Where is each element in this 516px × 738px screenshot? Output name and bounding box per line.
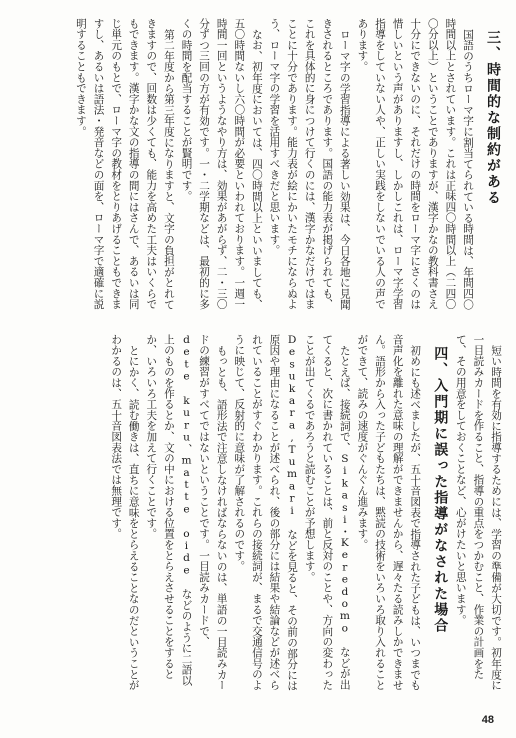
paragraph: たとえば、接続詞で、Sikasi・Keredomo などが出てくると、次に書かれていることは、前と反対のことや、方向の変わったことが出てくるであろうと読むことが予想します。Desukara,Tumari などを見ると、その前の部分には原因や理由になることが述べられ、後の部分には結果や結論などが述べられていることがすぐわかります。これらの接続詞が、まるで交通信号のように映じて、反射的に意味が了解されるのです。: [233, 334, 351, 692]
section-heading-4: 四、入門期に誤った指導がなされた場合: [432, 346, 449, 634]
page-number: 48: [481, 714, 494, 726]
paragraph: ローマ字の学習指導による著しい効果は、今日各地に見聞きされるところであります。国語の能力表が掲げられても、これを具体的に身につけて行くのには、漢字かなだけではまことに十分であります。能力表が絵にかいたモチにならぬよう、ローマ字の学習を活用すべきだと思います。: [268, 18, 351, 310]
paragraph: なお、初年度においては、四〇時間以上といいましても、五〇時間ないし六〇時間が必要といわれております。一週一時間一回というようなやり方は、効果があがらず、二・三〇分ずつ三回の方が有効です。一・二学期などは、最初的に多くの時間を配当することが賢明です。: [180, 18, 263, 310]
lower-text-block: [12, 334, 504, 694]
paragraph: もっとも、語形法で注意しなければならないのは、単語の一目読みカードの練習がすべてではないということです。一目読みカードで、dete kuru、matte oide などのように二語以上のものを作るとか、文の中における位置をとらえさせることをするとか、いろいろ工夫を加えて行くことです。: [145, 334, 228, 691]
paragraph: とにかく、読む働きは、直ちに意味をとらえることなのだということがわかるのは、五十音図表法では無理です。: [110, 334, 140, 691]
paragraph: 短い時間を有効に指導するためには、学習の準備が大切です。初年度に一目読みカードを作ること、指導の重点をつかむこと、作業の計画をたて、その用意をしておくことなど、心がけたいと思います。: [454, 334, 502, 691]
paragraph: 初めにも述べましたが、五十音図表で指導された子どもは、いつまでも音声化を離れた意味の理解ができませんから、遅々たる読みしかできません。語形から入った子どもたちは、黙読の技術をいろいろ取り入れることができて、読みの速度がぐんぐん進みます。: [356, 334, 422, 691]
upper-text-block: [12, 18, 504, 318]
section-heading-3: 三、時間的な制約がある: [485, 30, 501, 206]
paragraph: 第二年度から第三年度になりますと、文字の負担がとれてきますので、回数は少くても、能力を高めた工夫はいくらでもできます。漢字かな文の指導の間にはさんで、あるいは同じ単元のもとで、ローマ字の教材をとりあげることもできますし、あるいは語法・発音などの面を、ローマ字で適確に説明することもできます。: [74, 18, 175, 310]
paragraph: 国語のうちローマ字に割当てられている時間は、年間四〇時間以上とされています。これは正味四〇時間以上（二四〇〇分以上）ということでありますが、漢字かなの教科書さえ十分にできないのに、それだけの時間をローマ字にさくのは惜しいという声がありますし、しかしこれは、ローマ字学習指導をしていない人や、正しい実践をしないでいる人の声であります。: [356, 18, 474, 310]
